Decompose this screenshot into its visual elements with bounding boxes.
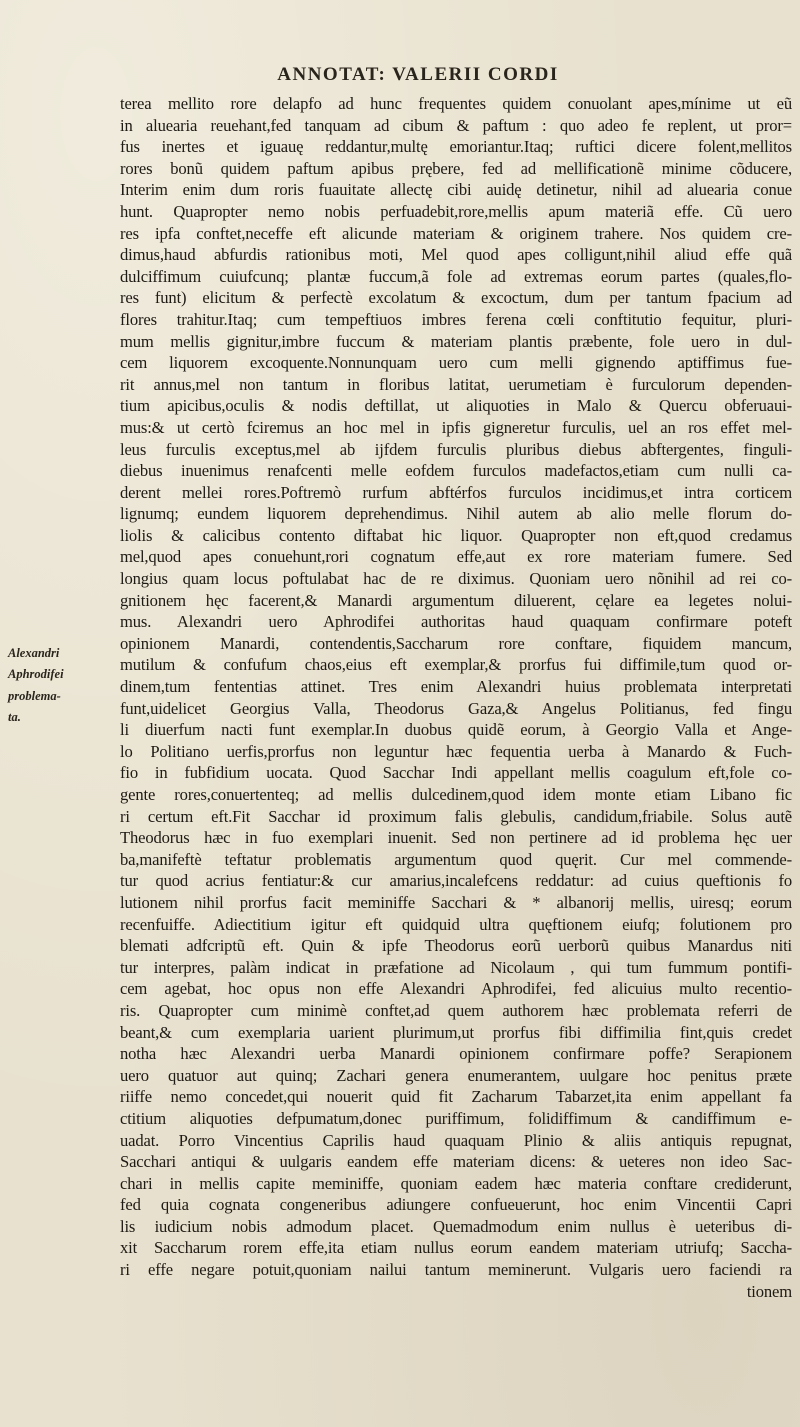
- text-line: res ipfa conftet,neceffe eft alicunde materiam & originem trahere. Nos quidem cre-: [120, 223, 792, 243]
- margin-note: Alexandri: [8, 646, 60, 660]
- text-line: riiffe nemo concedet,qui nouerit quid fit Zacharum Tabarzet,ita enim appellant fa: [120, 1087, 792, 1107]
- text-line: liolis & calicibus contento diftabat hic liquor. Quapropter non eft,quod credamus: [120, 525, 792, 545]
- text-line: leus furculis exceptus,mel ab ijfdem furculis pluribus diebus abftergentes, finguli-: [120, 439, 792, 459]
- text-line: lo Politiano uerfis,prorfus non leguntur hæc fequentia uerba à Manardo & Fuch-: [120, 741, 792, 761]
- text-line: dinem,tum fententias attinet. Tres enim Alexandri huius problemata interpretati: [120, 677, 792, 697]
- text-line: rores bonũ quidem paftum apibus prębere, fed ad mellificationẽ minime cõducere,: [120, 158, 792, 178]
- text-line: diebus inuenimus renafcenti melle eofdem furculos madefactos,etiam cum nulli ca-: [120, 461, 792, 481]
- text-line: tur quod acrius fentiatur:& cur amarius,incalefcens reddatur: ad cuius queftionis fo: [120, 871, 792, 891]
- text-line: mel,quod apes conuehunt,rori cognatum effe,aut ex rore materiam fumere. Sed: [120, 547, 792, 567]
- text-line: fio in fubfidium uocata. Quod Sacchar Indi appellant mellis coagulum eft,fole co-: [120, 763, 792, 783]
- text-line: longius quam locus poftulabat hac de re diximus. Quoniam uero nõnihil ad rei co-: [120, 569, 792, 589]
- text-line: hunt. Quapropter nemo nobis perfuadebit,rore,mellis apum materiã effe. Cũ uero: [120, 201, 792, 221]
- text-line: lutionem nihil prorfus facit meminiffe Sacchari & * albanorij mellis, uiresq; eorum: [120, 892, 792, 912]
- running-head: [0, 64, 800, 86]
- text-line: Theodorus hæc in fuo exemplari inuenit. Sed non pertinere ad id problema hęc uer: [120, 828, 792, 848]
- text-line: li diuerfum nacti funt exemplar.In duobus quidẽ eorum, à Georgio Valla et Ange-: [120, 720, 792, 740]
- text-line: derent mellei rores.Poftremò rurfum abftérfos furculos incidimus,et intra corticem: [120, 482, 792, 502]
- text-line: Sacchari antiqui & uulgaris eandem effe materiam dicens: & ueteres non ideo Sac-: [120, 1152, 792, 1172]
- text-line: flores trahitur.Itaq; cum tempeftiuos imbres ferena cœli conftitutio fequitur, pluri-: [120, 309, 792, 329]
- text-line: dulciffimum cuiufcunq; plantæ fuccum,ã fole ad extremas eorum partes (quales,flo-: [120, 266, 792, 286]
- text-line: mutilum & confufum chaos,eius eft exemplar,& prorfus fui diffimile,tum quod or-: [120, 655, 792, 675]
- text-line: xit Saccharum rorem effe,ita etiam nullus eorum eandem materiam utriufq; Saccha-: [120, 1238, 792, 1258]
- text-line: ri effe negare potuit,quoniam nailui tantum meminerunt. Vulgaris uero faciendi ra: [120, 1260, 792, 1280]
- text-line: mus. Alexandri uero Aphrodifei authoritas haud quaquam confirmare poteft: [120, 612, 792, 632]
- text-line: cem liquorem excoquente.Nonnunquam uero cum melli gignendo aptiffimus fue-: [120, 353, 792, 373]
- text-line: rit annus,mel non tantum in floribus latitat, uerumetiam è furculorum dependen-: [120, 374, 792, 394]
- text-line: gente rores,conuertenteq; ad mellis dulcedinem,quod idem monte etiam Libano fic: [120, 785, 792, 804]
- text-line: lignumq; eundem liquorem deprehendimus. Nihil autem ab alio melle florum do-: [120, 504, 792, 524]
- text-line: fus inertes et iguauę reddantur,multę emoriantur.Itaq; ruftici dicere folent,mellitos: [120, 137, 792, 157]
- text-line: fed quia cognata congeneribus adiungere confueuerunt, hoc enim Vincentii Capri: [120, 1195, 792, 1215]
- text-line: cem agebat, hoc opus non effe Alexandri Aphrodifei, fed alicuius multo recentio-: [120, 979, 792, 999]
- text-line: ctitium aliquoties defpumatum,donec puriffimum, folidiffimum & candiffimum e-: [120, 1108, 792, 1128]
- text-line: tium apicibus,oculis & nodis deftillat, ut aliquoties in Malo & Quercu obferuaui-: [120, 396, 792, 416]
- margin-note: problema-: [8, 689, 61, 703]
- text-line: uero quatuor aut quinq; Zachari genera enumerantem, uulgare hoc penitus præte: [120, 1065, 792, 1085]
- text-line: tionem: [746, 1281, 792, 1301]
- body-text: [120, 93, 792, 1302]
- text-line: opinionem Manardi, contendentis,Saccharum rore conftare, fiquidem mancum,: [120, 633, 792, 653]
- text-line: ris. Quapropter cum minimè conftet,ad quem authorem hæc problemata referri de: [120, 1000, 792, 1020]
- text-line: chari in mellis capite meminiffe, quoniam eadem hæc materia conftare crediderunt,: [120, 1173, 792, 1193]
- text-line: notha hæc Alexandri uerba Manardi opinionem confirmare poffe? Serapionem: [120, 1044, 792, 1064]
- text-line: ba,manifeftè teftatur problematis argumentum quod quęrit. Cur mel commende-: [120, 849, 792, 869]
- text-line: gnitionem hęc facerent,& Manardi argumentum diluerent, cęlare ea legetes nolui-: [120, 590, 792, 610]
- text-line: in aluearia reuehant,fed tanquam ad cibum & paftum : quo adeo fe replent, ut pror=: [120, 115, 792, 135]
- text-line: mum mellis gignitur,imbre fuccum & materiam plantis præbente, fole uero in dul-: [120, 331, 792, 351]
- text-line: tur interpres, palàm indicat in præfatione ad Nicolaum , qui tum fummum pontifi-: [120, 957, 792, 977]
- text-line: blemati adfcriptũ eft. Quin & ipfe Theodorus eorũ uerborũ quibus Manardus niti: [120, 936, 792, 956]
- text-line: mus:& ut certò fciremus an hoc mel in ipfis gigneretur furculis, uel an ros effet mel-: [120, 417, 792, 437]
- text-line: res funt) elicitum & perfectè excolatum & excoctum, dum per tantum fpacium ad: [120, 288, 792, 308]
- text-line: recenfuiffe. Adiectitium igitur eft quidquid ultra quęftionem eiufq; folutionem pro: [120, 914, 792, 934]
- text-line: beant,& cum exemplaria uarient plurimum,ut prorfus fibi diffimilia fint,quis credet: [120, 1022, 792, 1042]
- margin-note: Aphrodifei: [8, 667, 64, 681]
- running-head-text: ANNOTAT: VALERII CORDI: [277, 64, 559, 85]
- text-line: ri certum eft.Fit Sacchar id proximum falis glebulis, candidum,friabile. Solus autẽ: [120, 806, 792, 826]
- text-line: funt,uidelicet Georgius Valla, Theodorus Gaza,& Angelus Politianus, fed fingu: [120, 698, 792, 718]
- text-line: Interim enim dum roris fuauitate allectę cibi auidę detinetur, nihil ad aluearia conue: [120, 180, 792, 200]
- text-line: terea mellito rore delapfo ad hunc frequentes quidem conuolant apes,mínime ut eũ: [120, 94, 792, 113]
- text-line: lis iudicium nobis admodum placet. Quemadmodum enim nullus è ueteribus di-: [120, 1216, 792, 1236]
- margin-note: ta.: [8, 710, 21, 724]
- text-line: uadat. Porro Vincentius Caprilis haud quaquam Plinio & aliis antiquis repugnat,: [120, 1130, 792, 1150]
- text-line: dimus,haud abfurdis rationibus moti, Mel quod apes colligunt,nihil aliud effe quã: [120, 245, 792, 265]
